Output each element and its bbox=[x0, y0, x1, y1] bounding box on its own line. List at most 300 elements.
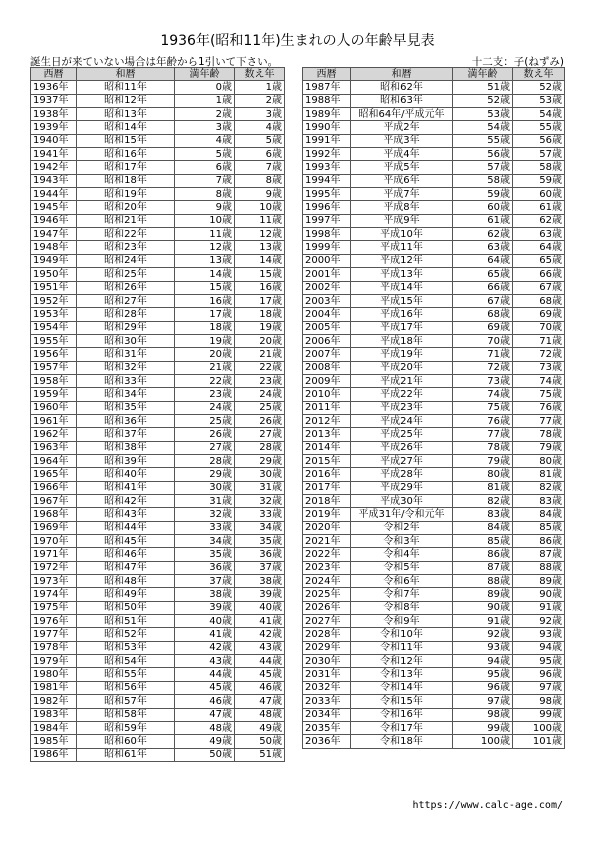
cell-full-age: 16歳 bbox=[175, 294, 235, 307]
cell-japanese-era: 平成3年 bbox=[351, 134, 453, 147]
header-kazoe-age: 数え年 bbox=[235, 68, 285, 81]
cell-japanese-era: 昭和62年 bbox=[351, 81, 453, 94]
cell-japanese-era: 昭和25年 bbox=[77, 268, 175, 281]
cell-full-age: 41歳 bbox=[175, 628, 235, 641]
cell-full-age: 74歳 bbox=[453, 388, 513, 401]
cell-kazoe-age: 8歳 bbox=[235, 174, 285, 187]
cell-kazoe-age: 63歳 bbox=[513, 228, 565, 241]
cell-japanese-era: 昭和24年 bbox=[77, 254, 175, 267]
table-row bbox=[303, 681, 565, 694]
cell-kazoe-age: 29歳 bbox=[235, 454, 285, 467]
cell-western-year: 2019年 bbox=[303, 508, 351, 521]
cell-kazoe-age: 12歳 bbox=[235, 228, 285, 241]
table-row bbox=[31, 454, 285, 467]
cell-japanese-era: 平成6年 bbox=[351, 174, 453, 187]
cell-western-year: 1982年 bbox=[31, 695, 77, 708]
cell-full-age: 48歳 bbox=[175, 721, 235, 734]
cell-full-age: 46歳 bbox=[175, 695, 235, 708]
table-row bbox=[31, 241, 285, 254]
cell-western-year: 1937年 bbox=[31, 94, 77, 107]
age-table-left bbox=[30, 67, 285, 762]
table-row bbox=[303, 348, 565, 361]
table-row bbox=[303, 481, 565, 494]
cell-kazoe-age: 96歳 bbox=[513, 668, 565, 681]
table-row bbox=[31, 748, 285, 761]
cell-japanese-era: 昭和21年 bbox=[77, 214, 175, 227]
cell-full-age: 45歳 bbox=[175, 681, 235, 694]
cell-full-age: 26歳 bbox=[175, 428, 235, 441]
cell-full-age: 86歳 bbox=[453, 548, 513, 561]
table-row bbox=[303, 241, 565, 254]
cell-japanese-era: 平成31年/令和元年 bbox=[351, 508, 453, 521]
cell-western-year: 1973年 bbox=[31, 575, 77, 588]
cell-kazoe-age: 50歳 bbox=[235, 735, 285, 748]
cell-full-age: 64歳 bbox=[453, 254, 513, 267]
table-row bbox=[31, 481, 285, 494]
cell-japanese-era: 平成5年 bbox=[351, 161, 453, 174]
cell-western-year: 2012年 bbox=[303, 414, 351, 427]
table-row bbox=[303, 495, 565, 508]
table-row bbox=[303, 655, 565, 668]
cell-full-age: 0歳 bbox=[175, 81, 235, 94]
table-row bbox=[303, 134, 565, 147]
cell-japanese-era: 平成16年 bbox=[351, 308, 453, 321]
table-row bbox=[303, 561, 565, 574]
cell-western-year: 1993年 bbox=[303, 161, 351, 174]
cell-kazoe-age: 54歳 bbox=[513, 108, 565, 121]
cell-western-year: 1980年 bbox=[31, 668, 77, 681]
cell-full-age: 6歳 bbox=[175, 161, 235, 174]
table-row bbox=[303, 361, 565, 374]
cell-japanese-era: 昭和15年 bbox=[77, 134, 175, 147]
cell-kazoe-age: 6歳 bbox=[235, 148, 285, 161]
cell-kazoe-age: 32歳 bbox=[235, 495, 285, 508]
cell-kazoe-age: 10歳 bbox=[235, 201, 285, 214]
table-row bbox=[31, 254, 285, 267]
cell-kazoe-age: 91歳 bbox=[513, 601, 565, 614]
cell-kazoe-age: 45歳 bbox=[235, 668, 285, 681]
cell-western-year: 2031年 bbox=[303, 668, 351, 681]
cell-western-year: 2036年 bbox=[303, 735, 351, 748]
cell-full-age: 42歳 bbox=[175, 641, 235, 654]
cell-kazoe-age: 84歳 bbox=[513, 508, 565, 521]
cell-kazoe-age: 43歳 bbox=[235, 641, 285, 654]
cell-kazoe-age: 72歳 bbox=[513, 348, 565, 361]
cell-western-year: 1989年 bbox=[303, 108, 351, 121]
cell-japanese-era: 昭和60年 bbox=[77, 735, 175, 748]
cell-japanese-era: 昭和31年 bbox=[77, 348, 175, 361]
cell-kazoe-age: 69歳 bbox=[513, 308, 565, 321]
cell-western-year: 2002年 bbox=[303, 281, 351, 294]
cell-full-age: 8歳 bbox=[175, 188, 235, 201]
cell-full-age: 71歳 bbox=[453, 348, 513, 361]
table-row bbox=[31, 121, 285, 134]
cell-western-year: 1952年 bbox=[31, 294, 77, 307]
cell-japanese-era: 令和11年 bbox=[351, 641, 453, 654]
cell-full-age: 98歳 bbox=[453, 708, 513, 721]
cell-japanese-era: 平成25年 bbox=[351, 428, 453, 441]
cell-kazoe-age: 61歳 bbox=[513, 201, 565, 214]
cell-kazoe-age: 97歳 bbox=[513, 681, 565, 694]
cell-japanese-era: 令和14年 bbox=[351, 681, 453, 694]
cell-japanese-era: 昭和36年 bbox=[77, 414, 175, 427]
cell-japanese-era: 昭和55年 bbox=[77, 668, 175, 681]
cell-western-year: 1959年 bbox=[31, 388, 77, 401]
cell-western-year: 1951年 bbox=[31, 281, 77, 294]
table-row bbox=[303, 454, 565, 467]
cell-western-year: 2032年 bbox=[303, 681, 351, 694]
cell-full-age: 25歳 bbox=[175, 414, 235, 427]
cell-western-year: 1988年 bbox=[303, 94, 351, 107]
cell-western-year: 1979年 bbox=[31, 655, 77, 668]
cell-japanese-era: 平成30年 bbox=[351, 495, 453, 508]
cell-japanese-era: 昭和38年 bbox=[77, 441, 175, 454]
cell-western-year: 2023年 bbox=[303, 561, 351, 574]
table-row bbox=[31, 308, 285, 321]
cell-full-age: 82歳 bbox=[453, 495, 513, 508]
table-header-row bbox=[303, 68, 565, 81]
cell-kazoe-age: 87歳 bbox=[513, 548, 565, 561]
cell-western-year: 2027年 bbox=[303, 615, 351, 628]
cell-full-age: 2歳 bbox=[175, 108, 235, 121]
table-row bbox=[303, 94, 565, 107]
cell-japanese-era: 平成8年 bbox=[351, 201, 453, 214]
cell-full-age: 54歳 bbox=[453, 121, 513, 134]
cell-japanese-era: 平成2年 bbox=[351, 121, 453, 134]
cell-japanese-era: 昭和45年 bbox=[77, 535, 175, 548]
cell-full-age: 34歳 bbox=[175, 535, 235, 548]
cell-full-age: 44歳 bbox=[175, 668, 235, 681]
cell-western-year: 1962年 bbox=[31, 428, 77, 441]
cell-japanese-era: 平成18年 bbox=[351, 334, 453, 347]
table-row bbox=[31, 108, 285, 121]
cell-japanese-era: 令和4年 bbox=[351, 548, 453, 561]
cell-kazoe-age: 30歳 bbox=[235, 468, 285, 481]
cell-japanese-era: 昭和42年 bbox=[77, 495, 175, 508]
cell-japanese-era: 昭和54年 bbox=[77, 655, 175, 668]
cell-japanese-era: 昭和63年 bbox=[351, 94, 453, 107]
cell-kazoe-age: 89歳 bbox=[513, 575, 565, 588]
cell-japanese-era: 平成7年 bbox=[351, 188, 453, 201]
cell-full-age: 51歳 bbox=[453, 81, 513, 94]
cell-full-age: 81歳 bbox=[453, 481, 513, 494]
cell-full-age: 1歳 bbox=[175, 94, 235, 107]
table-row bbox=[31, 495, 285, 508]
cell-full-age: 84歳 bbox=[453, 521, 513, 534]
cell-full-age: 18歳 bbox=[175, 321, 235, 334]
cell-kazoe-age: 99歳 bbox=[513, 708, 565, 721]
cell-full-age: 95歳 bbox=[453, 668, 513, 681]
table-row bbox=[303, 628, 565, 641]
table-row bbox=[303, 294, 565, 307]
cell-japanese-era: 昭和16年 bbox=[77, 148, 175, 161]
cell-kazoe-age: 37歳 bbox=[235, 561, 285, 574]
cell-japanese-era: 昭和11年 bbox=[77, 81, 175, 94]
cell-japanese-era: 令和15年 bbox=[351, 695, 453, 708]
table-row bbox=[31, 601, 285, 614]
cell-western-year: 1983年 bbox=[31, 708, 77, 721]
cell-western-year: 2005年 bbox=[303, 321, 351, 334]
cell-full-age: 49歳 bbox=[175, 735, 235, 748]
cell-japanese-era: 平成24年 bbox=[351, 414, 453, 427]
cell-full-age: 66歳 bbox=[453, 281, 513, 294]
cell-full-age: 24歳 bbox=[175, 401, 235, 414]
cell-western-year: 1960年 bbox=[31, 401, 77, 414]
cell-western-year: 1944年 bbox=[31, 188, 77, 201]
cell-western-year: 1955年 bbox=[31, 334, 77, 347]
cell-full-age: 59歳 bbox=[453, 188, 513, 201]
cell-japanese-era: 昭和46年 bbox=[77, 548, 175, 561]
table-row bbox=[303, 668, 565, 681]
cell-japanese-era: 昭和37年 bbox=[77, 428, 175, 441]
cell-kazoe-age: 57歳 bbox=[513, 148, 565, 161]
birthday-note: 誕生日が来ていない場合は年齢から1引いて下さい。 bbox=[30, 56, 279, 68]
cell-japanese-era: 平成23年 bbox=[351, 401, 453, 414]
cell-western-year: 1994年 bbox=[303, 174, 351, 187]
cell-japanese-era: 令和10年 bbox=[351, 628, 453, 641]
cell-full-age: 58歳 bbox=[453, 174, 513, 187]
cell-western-year: 1947年 bbox=[31, 228, 77, 241]
cell-full-age: 88歳 bbox=[453, 575, 513, 588]
cell-full-age: 9歳 bbox=[175, 201, 235, 214]
cell-kazoe-age: 77歳 bbox=[513, 414, 565, 427]
cell-full-age: 62歳 bbox=[453, 228, 513, 241]
cell-kazoe-age: 17歳 bbox=[235, 294, 285, 307]
cell-western-year: 1969年 bbox=[31, 521, 77, 534]
cell-full-age: 99歳 bbox=[453, 721, 513, 734]
cell-western-year: 2004年 bbox=[303, 308, 351, 321]
cell-full-age: 37歳 bbox=[175, 575, 235, 588]
table-row bbox=[303, 721, 565, 734]
cell-western-year: 1996年 bbox=[303, 201, 351, 214]
cell-western-year: 2013年 bbox=[303, 428, 351, 441]
cell-japanese-era: 平成14年 bbox=[351, 281, 453, 294]
cell-kazoe-age: 71歳 bbox=[513, 334, 565, 347]
table-row bbox=[303, 588, 565, 601]
table-row bbox=[303, 321, 565, 334]
cell-kazoe-age: 38歳 bbox=[235, 575, 285, 588]
cell-full-age: 78歳 bbox=[453, 441, 513, 454]
table-row bbox=[303, 334, 565, 347]
table-row bbox=[31, 508, 285, 521]
cell-japanese-era: 平成11年 bbox=[351, 241, 453, 254]
cell-japanese-era: 令和6年 bbox=[351, 575, 453, 588]
cell-japanese-era: 昭和61年 bbox=[77, 748, 175, 761]
header-full-age: 満年齢 bbox=[453, 68, 513, 81]
cell-western-year: 2008年 bbox=[303, 361, 351, 374]
cell-full-age: 56歳 bbox=[453, 148, 513, 161]
cell-western-year: 1954年 bbox=[31, 321, 77, 334]
site-url[interactable]: https://www.calc-age.com/ bbox=[412, 800, 563, 811]
table-row bbox=[31, 615, 285, 628]
cell-full-age: 4歳 bbox=[175, 134, 235, 147]
table-row bbox=[303, 468, 565, 481]
cell-western-year: 1936年 bbox=[31, 81, 77, 94]
table-row bbox=[31, 228, 285, 241]
cell-full-age: 94歳 bbox=[453, 655, 513, 668]
cell-kazoe-age: 18歳 bbox=[235, 308, 285, 321]
cell-western-year: 2011年 bbox=[303, 401, 351, 414]
cell-japanese-era: 昭和29年 bbox=[77, 321, 175, 334]
cell-western-year: 2020年 bbox=[303, 521, 351, 534]
table-row bbox=[31, 441, 285, 454]
table-row bbox=[31, 281, 285, 294]
cell-kazoe-age: 58歳 bbox=[513, 161, 565, 174]
cell-western-year: 1941年 bbox=[31, 148, 77, 161]
table-row bbox=[31, 561, 285, 574]
cell-japanese-era: 昭和43年 bbox=[77, 508, 175, 521]
cell-kazoe-age: 41歳 bbox=[235, 615, 285, 628]
cell-kazoe-age: 79歳 bbox=[513, 441, 565, 454]
cell-western-year: 2001年 bbox=[303, 268, 351, 281]
cell-kazoe-age: 51歳 bbox=[235, 748, 285, 761]
table-row bbox=[31, 681, 285, 694]
cell-japanese-era: 令和9年 bbox=[351, 615, 453, 628]
cell-full-age: 70歳 bbox=[453, 334, 513, 347]
cell-kazoe-age: 81歳 bbox=[513, 468, 565, 481]
cell-kazoe-age: 19歳 bbox=[235, 321, 285, 334]
cell-full-age: 52歳 bbox=[453, 94, 513, 107]
table-row bbox=[31, 268, 285, 281]
table-row bbox=[303, 641, 565, 654]
cell-western-year: 1961年 bbox=[31, 414, 77, 427]
cell-western-year: 1964年 bbox=[31, 454, 77, 467]
zodiac-label: 十二支：子(ねずみ) bbox=[471, 56, 564, 68]
cell-kazoe-age: 93歳 bbox=[513, 628, 565, 641]
table-row bbox=[31, 708, 285, 721]
cell-full-age: 23歳 bbox=[175, 388, 235, 401]
table-row bbox=[303, 161, 565, 174]
cell-kazoe-age: 66歳 bbox=[513, 268, 565, 281]
cell-kazoe-age: 47歳 bbox=[235, 695, 285, 708]
cell-japanese-era: 昭和35年 bbox=[77, 401, 175, 414]
table-row bbox=[303, 508, 565, 521]
cell-full-age: 75歳 bbox=[453, 401, 513, 414]
cell-full-age: 93歳 bbox=[453, 641, 513, 654]
cell-japanese-era: 昭和17年 bbox=[77, 161, 175, 174]
cell-japanese-era: 令和16年 bbox=[351, 708, 453, 721]
cell-full-age: 38歳 bbox=[175, 588, 235, 601]
cell-japanese-era: 昭和49年 bbox=[77, 588, 175, 601]
cell-japanese-era: 昭和23年 bbox=[77, 241, 175, 254]
table-row bbox=[31, 201, 285, 214]
cell-full-age: 11歳 bbox=[175, 228, 235, 241]
cell-full-age: 31歳 bbox=[175, 495, 235, 508]
cell-western-year: 1939年 bbox=[31, 121, 77, 134]
cell-western-year: 1997年 bbox=[303, 214, 351, 227]
header-western-year: 西暦 bbox=[303, 68, 351, 81]
table-row bbox=[303, 174, 565, 187]
table-row bbox=[303, 228, 565, 241]
cell-japanese-era: 令和3年 bbox=[351, 535, 453, 548]
cell-kazoe-age: 68歳 bbox=[513, 294, 565, 307]
cell-full-age: 57歳 bbox=[453, 161, 513, 174]
table-row bbox=[31, 735, 285, 748]
table-row bbox=[31, 348, 285, 361]
cell-kazoe-age: 75歳 bbox=[513, 388, 565, 401]
cell-japanese-era: 平成28年 bbox=[351, 468, 453, 481]
cell-western-year: 1976年 bbox=[31, 615, 77, 628]
cell-kazoe-age: 62歳 bbox=[513, 214, 565, 227]
cell-japanese-era: 昭和53年 bbox=[77, 641, 175, 654]
table-row bbox=[31, 188, 285, 201]
cell-kazoe-age: 101歳 bbox=[513, 735, 565, 748]
cell-kazoe-age: 34歳 bbox=[235, 521, 285, 534]
table-row bbox=[31, 148, 285, 161]
table-row bbox=[31, 641, 285, 654]
table-row bbox=[303, 108, 565, 121]
cell-japanese-era: 昭和57年 bbox=[77, 695, 175, 708]
table-row bbox=[303, 575, 565, 588]
cell-western-year: 2017年 bbox=[303, 481, 351, 494]
table-row bbox=[31, 161, 285, 174]
cell-japanese-era: 昭和32年 bbox=[77, 361, 175, 374]
cell-western-year: 1953年 bbox=[31, 308, 77, 321]
cell-japanese-era: 昭和44年 bbox=[77, 521, 175, 534]
cell-full-age: 32歳 bbox=[175, 508, 235, 521]
cell-kazoe-age: 83歳 bbox=[513, 495, 565, 508]
table-row bbox=[303, 548, 565, 561]
cell-full-age: 89歳 bbox=[453, 588, 513, 601]
cell-western-year: 2025年 bbox=[303, 588, 351, 601]
table-row bbox=[303, 201, 565, 214]
table-row bbox=[31, 214, 285, 227]
cell-japanese-era: 昭和28年 bbox=[77, 308, 175, 321]
cell-western-year: 2003年 bbox=[303, 294, 351, 307]
header-japanese-era: 和暦 bbox=[351, 68, 453, 81]
cell-full-age: 77歳 bbox=[453, 428, 513, 441]
table-row bbox=[303, 428, 565, 441]
cell-western-year: 1966年 bbox=[31, 481, 77, 494]
cell-japanese-era: 昭和50年 bbox=[77, 601, 175, 614]
cell-japanese-era: 昭和56年 bbox=[77, 681, 175, 694]
cell-kazoe-age: 74歳 bbox=[513, 374, 565, 387]
cell-japanese-era: 昭和18年 bbox=[77, 174, 175, 187]
table-row bbox=[303, 535, 565, 548]
cell-western-year: 1942年 bbox=[31, 161, 77, 174]
cell-western-year: 1974年 bbox=[31, 588, 77, 601]
cell-kazoe-age: 76歳 bbox=[513, 401, 565, 414]
cell-full-age: 63歳 bbox=[453, 241, 513, 254]
cell-kazoe-age: 53歳 bbox=[513, 94, 565, 107]
cell-western-year: 1995年 bbox=[303, 188, 351, 201]
cell-western-year: 2007年 bbox=[303, 348, 351, 361]
cell-japanese-era: 平成4年 bbox=[351, 148, 453, 161]
cell-kazoe-age: 15歳 bbox=[235, 268, 285, 281]
cell-japanese-era: 平成29年 bbox=[351, 481, 453, 494]
cell-kazoe-age: 20歳 bbox=[235, 334, 285, 347]
cell-full-age: 92歳 bbox=[453, 628, 513, 641]
cell-kazoe-age: 86歳 bbox=[513, 535, 565, 548]
cell-kazoe-age: 5歳 bbox=[235, 134, 285, 147]
cell-kazoe-age: 64歳 bbox=[513, 241, 565, 254]
table-row bbox=[303, 441, 565, 454]
table-row bbox=[31, 668, 285, 681]
cell-kazoe-age: 11歳 bbox=[235, 214, 285, 227]
cell-japanese-era: 平成15年 bbox=[351, 294, 453, 307]
cell-full-age: 10歳 bbox=[175, 214, 235, 227]
cell-kazoe-age: 56歳 bbox=[513, 134, 565, 147]
cell-western-year: 1972年 bbox=[31, 561, 77, 574]
cell-western-year: 1956年 bbox=[31, 348, 77, 361]
cell-kazoe-age: 21歳 bbox=[235, 348, 285, 361]
table-row bbox=[31, 628, 285, 641]
cell-kazoe-age: 59歳 bbox=[513, 174, 565, 187]
cell-full-age: 40歳 bbox=[175, 615, 235, 628]
table-row bbox=[31, 428, 285, 441]
cell-western-year: 1992年 bbox=[303, 148, 351, 161]
cell-japanese-era: 昭和33年 bbox=[77, 374, 175, 387]
